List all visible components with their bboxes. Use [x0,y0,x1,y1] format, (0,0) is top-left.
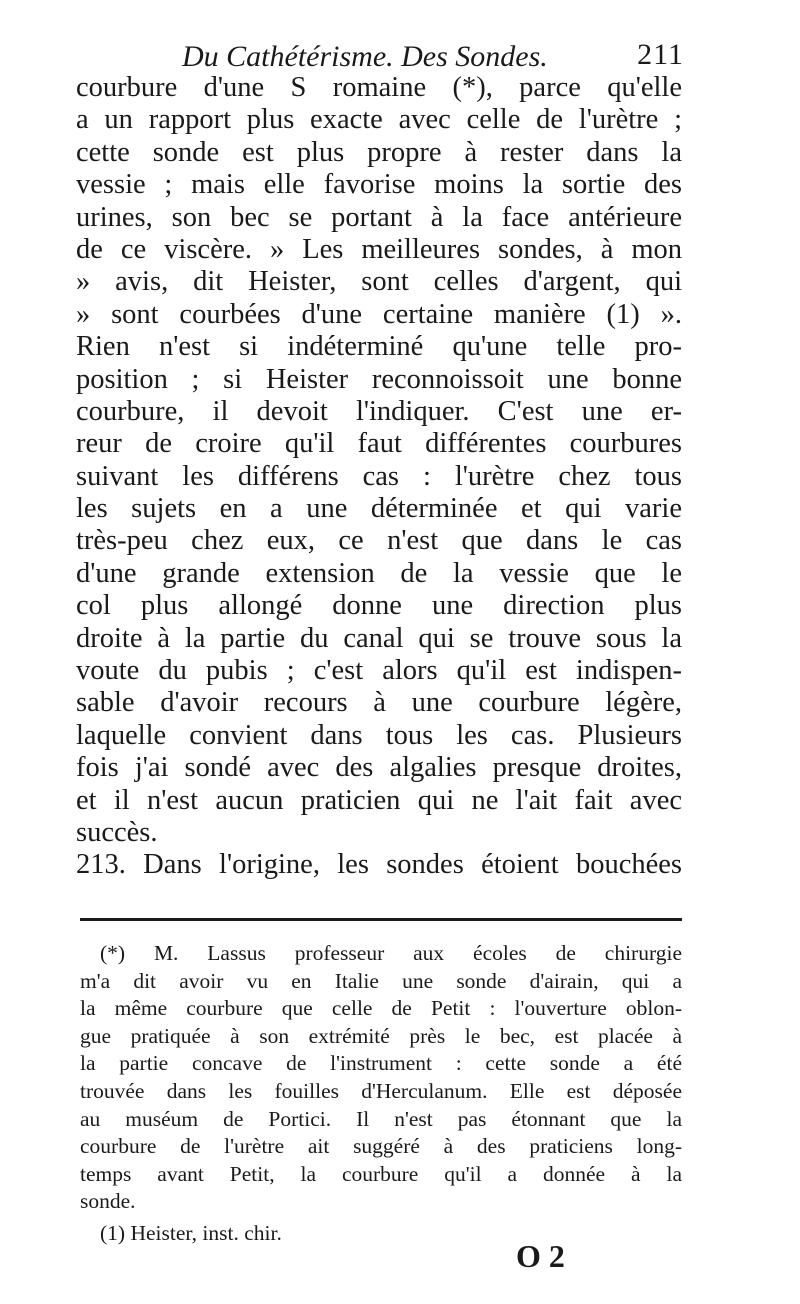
footnote-line: (1) Heister, inst. chir. [100,1221,282,1245]
text-line: position ; si Heister reconnoissoit une bonne [76,363,682,395]
footnote-1 [100,1220,282,1248]
footnote-rule [80,918,682,921]
footnote-line: au muséum de Portici. Il n'est pas étonnant que la [80,1106,682,1131]
text-line: courbure, il devoit l'indiquer. C'est une er- [76,395,682,427]
text-line: cette sonde est plus propre à rester dans la [76,136,682,168]
body-text [76,72,682,882]
text-line: » sont courbées d'une certaine manière (1) ». [76,298,682,330]
text-line: droite à la partie du canal qui se trouve sous la [76,622,682,654]
text-line: laquelle convient dans tous les cas. Plusieurs [76,719,682,751]
text-line: de ce viscère. » Les meilleures sondes, à mon [76,233,682,265]
footnote-line: temps avant Petit, la courbure qu'il a donnée à la [80,1161,682,1186]
text-line: succès. [76,816,158,848]
text-line: et il n'est aucun praticien qui ne l'ait fait avec [76,784,682,816]
footnote-line: sonde. [80,1189,136,1214]
text-line: fois j'ai sondé avec des algalies presque droites, [76,752,682,784]
running-title: Du Cathétérisme. Des Sondes. [182,40,548,73]
text-line: voute du pubis ; c'est alors qu'il est indispen- [76,655,682,687]
signature-mark: O 2 [516,1238,565,1274]
text-line: a un rapport plus exacte avec celle de l'urètre ; [76,104,682,136]
text-line: très-peu chez eux, ce n'est que dans le cas [76,525,682,557]
text-line: d'une grande extension de la vessie que le [76,557,682,589]
footnote-line: m'a dit avoir vu en Italie une sonde d'airain, qui a [80,968,682,993]
footnote-star [80,940,682,1216]
text-line: 213. Dans l'origine, les sondes étoient bouchées [76,849,682,881]
page-header [80,32,684,76]
text-line: reur de croire qu'il faut différentes courbures [76,428,682,460]
footnote-line: gue pratiquée à son extrémité près le bec, est placée à [80,1023,682,1048]
footnote-line: (*) M. Lassus professeur aux écoles de chirurgie [100,941,682,965]
text-line: les sujets en a une déterminée et qui varie [76,493,682,525]
text-line: Rien n'est si indéterminé qu'une telle pro- [76,331,682,363]
text-line: » avis, dit Heister, sont celles d'argent, qui [76,266,682,298]
text-line: courbure d'une S romaine (*), parce qu'elle [76,72,682,103]
text-line: vessie ; mais elle favorise moins la sortie des [76,169,682,201]
footnote-line: la même courbure que celle de Petit : l'ouverture oblon- [80,996,682,1021]
footnote-line: courbure de l'urètre ait suggéré à des praticiens long- [80,1134,682,1159]
text-line: urines, son bec se portant à la face antérieure [76,201,682,233]
text-line: sable d'avoir recours à une courbure légère, [76,687,682,719]
footnote-line: trouvée dans les fouilles d'Herculanum. Elle est déposée [80,1078,682,1103]
text-line: col plus allongé donne une direction plus [76,590,682,622]
page-number: 211 [637,38,684,71]
text-line: suivant les différens cas : l'urètre chez tous [76,460,682,492]
footnote-line: la partie concave de l'instrument : cette sonde a été [80,1051,682,1076]
